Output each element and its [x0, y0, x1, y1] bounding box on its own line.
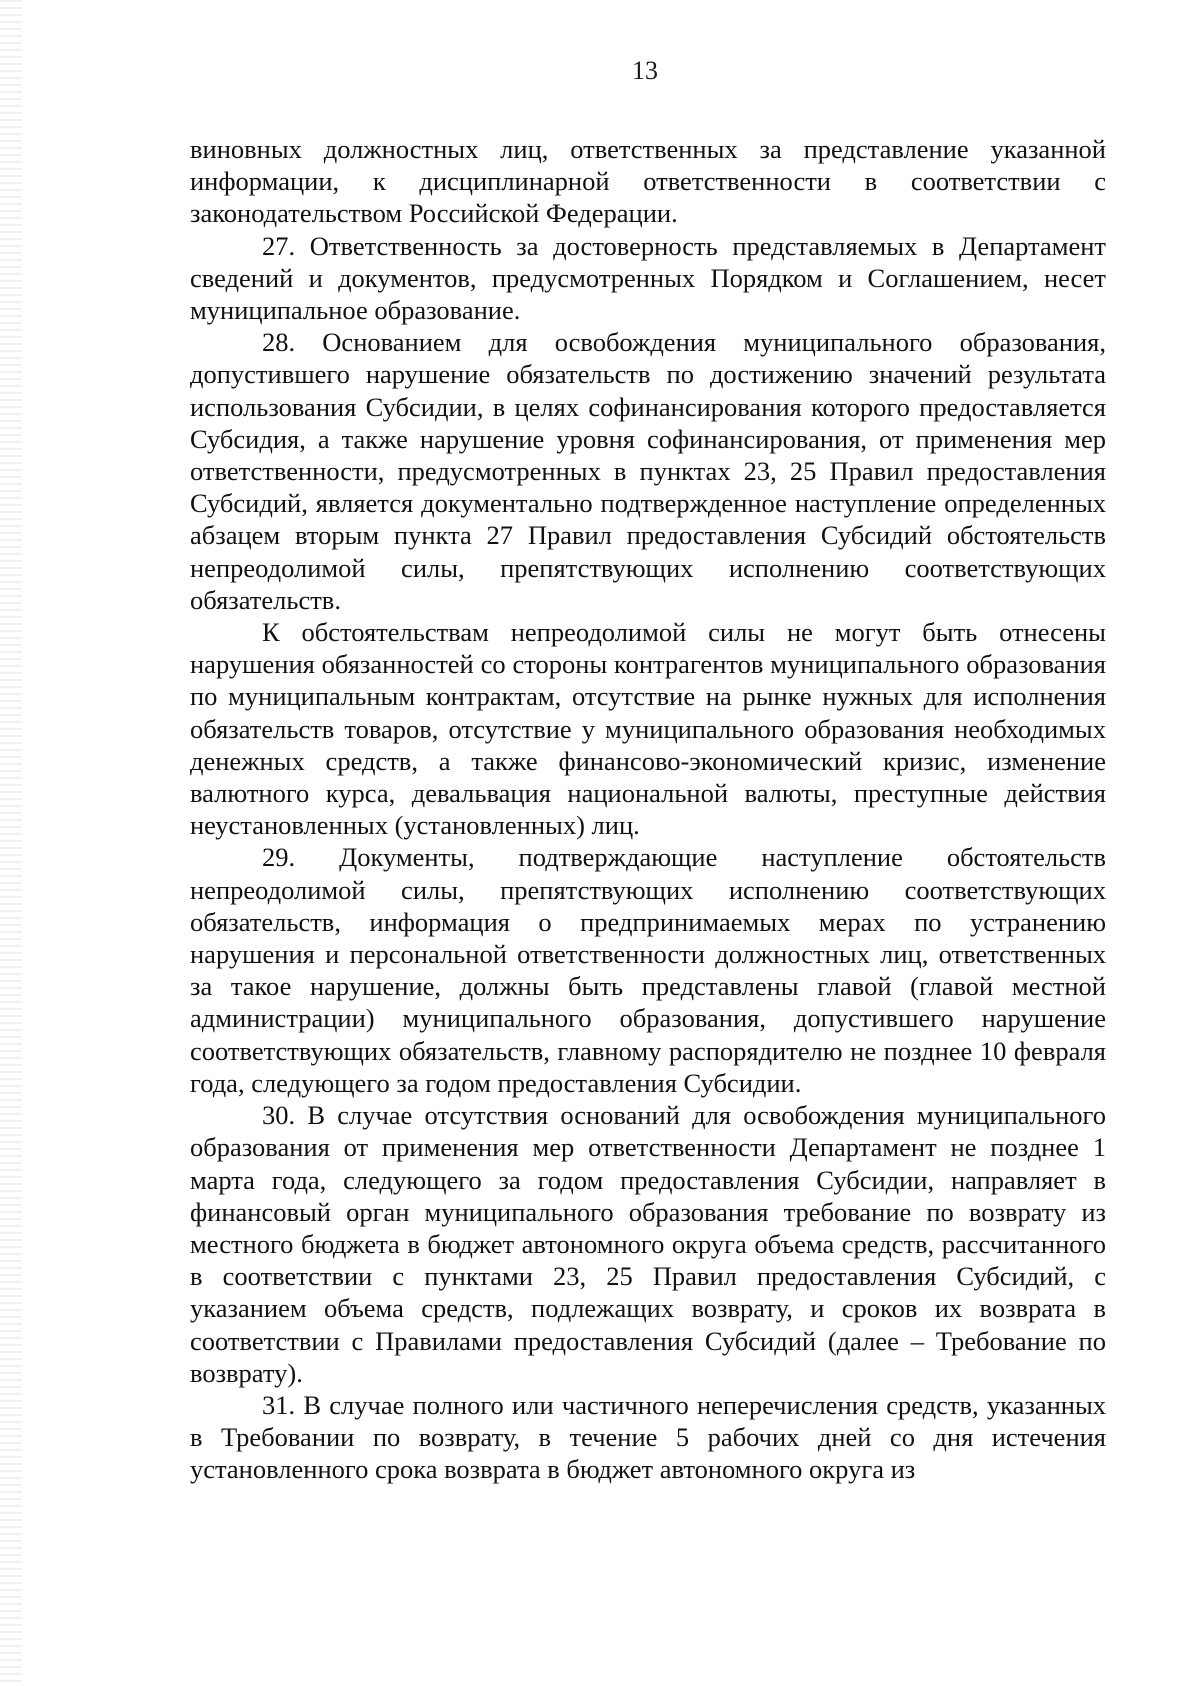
paragraph-item-28: 28. Основанием для освобождения муниципального образования, допустившего нарушение обязательств по достижению значений результата использования Субсидии, в целях софинансирования которого предоставляется Субсидия, а также нарушение уровня софинансирования, от применения мер ответственности, предусмотренных в пунктах 23, 25 Правил предоставления Субсидий, является документально подтвержденное наступление определенных абзацем вторым пункта 27 Правил предоставления Субсидий обстоятельств непреодолимой силы, препятствующих исполнению соответствующих обязательств.: [190, 327, 1106, 615]
page-number: 13: [632, 56, 658, 85]
paragraph-continuation: виновных должностных лиц, ответственных за представление указанной информации, к дисциплинарной ответственности в соответствии с законодательством Российской Федерации.: [190, 134, 1106, 229]
document-body: [190, 133, 1106, 1486]
paragraph-force-majeure-exclusions: К обстоятельствам непреодолимой силы не могут быть отнесены нарушения обязанностей со стороны контрагентов муниципального образования по муниципальным контрактам, отсутствие на рынке нужных для исполнения обязательств товаров, отсутствие у муниципального образования необходимых денежных средств, а также финансово-экономический кризис, изменение валютного курса, девальвация национальной валюты, преступные действия неустановленных (установленных) лиц.: [190, 617, 1106, 841]
paragraph-item-27: 27. Ответственность за достоверность представляемых в Департамент сведений и документов, предусмотренных Порядком и Соглашением, несет муниципальное образование.: [190, 230, 1106, 326]
paragraph-item-29: 29. Документы, подтверждающие наступление обстоятельств непреодолимой силы, препятствующих исполнению соответствующих обязательств, информация о предпринимаемых мерах по устранению нарушения и персональной ответственности должностных лиц, ответственных за такое нарушение, должны быть представлены главой (главой местной администрации) муниципального образования, допустившего нарушение соответствующих обязательств, главному распорядителю не позднее 10 февраля года, следующего за годом предоставления Субсидии.: [190, 842, 1106, 1098]
paragraph-item-31: 31. В случае полного или частичного неперечисления средств, указанных в Требовании по возврату, в течение 5 рабочих дней со дня истечения установленного срока возврата в бюджет автономного округа из: [190, 1389, 1106, 1485]
paragraph-item-30: 30. В случае отсутствия оснований для освобождения муниципального образования от применения мер ответственности Департамент не позднее 1 марта года, следующего за годом предоставления Субсидии, направляет в финансовый орган муниципального образования требование по возврату из местного бюджета в бюджет автономного округа объема средств, рассчитанного в соответствии с пунктами 23, 25 Правил предоставления Субсидий, с указанием объема средств, подлежащих возврату, и сроков их возврата в соответствии с Правилами предоставления Субсидий (далее – Требование по возврату).: [190, 1100, 1106, 1388]
scan-edge-decoration: [0, 0, 22, 1686]
